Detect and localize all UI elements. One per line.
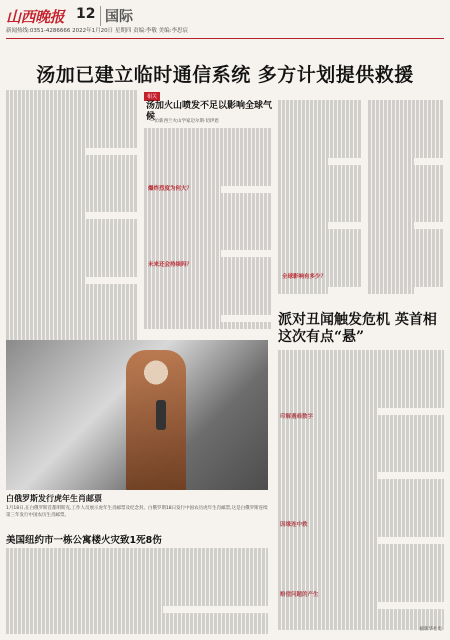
text-line (368, 143, 444, 150)
text-line (368, 107, 444, 114)
text-line (278, 244, 362, 251)
text-line (278, 172, 362, 179)
text-line (144, 293, 272, 300)
text-line (6, 176, 138, 183)
text-line (278, 422, 444, 429)
text-line (144, 157, 272, 164)
text-line (278, 237, 362, 244)
text-line (278, 415, 444, 422)
text-line (368, 186, 444, 193)
text-line (278, 472, 378, 479)
news-photo (6, 340, 268, 490)
text-line (368, 265, 444, 272)
text-line (368, 244, 444, 251)
text-line (144, 142, 272, 149)
text-line (6, 548, 268, 555)
text-line (144, 315, 221, 322)
text-line (368, 165, 444, 172)
story2-body (6, 548, 268, 636)
right-story-body (278, 350, 444, 636)
text-line (368, 193, 444, 200)
text-line (144, 301, 272, 308)
text-line (6, 598, 268, 605)
text-line (6, 327, 138, 334)
text-line (278, 229, 362, 236)
photo-caption-title[interactable]: 白俄罗斯发行虎年生肖邮票 (6, 494, 102, 503)
text-line (278, 350, 444, 357)
text-line (278, 400, 444, 407)
right-subhead-1: 印解遇难数字 (280, 414, 314, 420)
text-line (6, 620, 268, 627)
text-line (278, 201, 362, 208)
text-line (278, 258, 362, 265)
text-line (368, 136, 444, 143)
text-line (6, 584, 268, 591)
text-line (368, 158, 414, 165)
text-line (6, 320, 138, 327)
text-line (278, 594, 444, 601)
text-line (368, 222, 414, 229)
text-line (368, 208, 444, 215)
sub-story-byline: —访新西兰火山学家迈尔斯·切伊恩 (150, 119, 219, 124)
text-line (144, 279, 272, 286)
text-line (144, 150, 272, 157)
text-line (368, 179, 444, 186)
sub-story-body-2 (278, 100, 362, 300)
text-line (278, 501, 444, 508)
text-line (6, 555, 268, 562)
text-line (144, 322, 272, 329)
text-line (144, 193, 272, 200)
text-line (278, 287, 328, 294)
subhead-global-impact: 全球影响有多少？ (282, 274, 327, 280)
right-story-title[interactable]: 派对丑闻触发危机 英首相这次有点“悬” (278, 312, 437, 345)
text-line (6, 284, 138, 291)
text-line (6, 298, 138, 305)
text-line (6, 140, 138, 147)
text-line (278, 479, 444, 486)
text-line (6, 577, 268, 584)
sub-story-body (144, 128, 272, 333)
text-line (278, 436, 444, 443)
text-line (144, 128, 272, 135)
text-line (6, 97, 138, 104)
dateline: 新闻热线:0351-4286666 2022年1月20日 星期四 责编:李敬 美编:李思宸 (6, 28, 189, 34)
text-line (278, 372, 444, 379)
section-label: 国际 (100, 6, 133, 26)
text-line (368, 237, 444, 244)
text-line (368, 287, 414, 294)
text-line (6, 133, 138, 140)
text-line (368, 215, 444, 222)
main-headline[interactable]: 汤加已建立临时通信系统 多方计划提供救援 (36, 64, 414, 86)
text-line (278, 443, 444, 450)
right-subhead-2: 因缘连中救 (280, 522, 308, 528)
text-line (6, 255, 138, 262)
text-line (144, 171, 272, 178)
text-line (278, 379, 444, 386)
text-line (6, 241, 138, 248)
text-line (6, 291, 138, 298)
text-line (144, 229, 272, 236)
text-line (278, 451, 444, 458)
text-line (278, 251, 362, 258)
text-line (6, 306, 138, 313)
related-kicker: 相关 (144, 92, 160, 101)
text-line (6, 219, 138, 226)
text-line (368, 273, 444, 280)
text-line (144, 272, 272, 279)
text-line (144, 207, 272, 214)
page-number: 12 (76, 6, 96, 22)
text-line (278, 129, 362, 136)
text-line (278, 143, 362, 150)
text-line (368, 100, 444, 107)
text-line (278, 551, 444, 558)
text-line (278, 494, 444, 501)
subhead-continue: 未来还会持续吗？ (148, 262, 193, 268)
text-line (6, 562, 268, 569)
text-line (6, 591, 268, 598)
text-line (278, 408, 378, 415)
text-line (278, 558, 444, 565)
text-line (278, 580, 444, 587)
text-line (278, 609, 444, 616)
text-line (278, 602, 378, 609)
text-line (6, 169, 138, 176)
text-line (6, 212, 85, 219)
text-line (6, 198, 138, 205)
text-line (6, 162, 138, 169)
text-line (6, 613, 268, 620)
text-line (278, 136, 362, 143)
text-line (368, 229, 444, 236)
text-line (144, 214, 272, 221)
text-line (278, 215, 362, 222)
sub-story-body-3 (368, 100, 444, 300)
text-line (368, 172, 444, 179)
text-line (6, 270, 138, 277)
sub-story-title[interactable]: 汤加火山喷发不足以影响全球气候 (146, 101, 273, 122)
text-line (278, 165, 362, 172)
text-line (368, 258, 444, 265)
text-line (368, 122, 444, 129)
text-line (6, 183, 138, 190)
text-line (368, 280, 444, 287)
text-line (144, 286, 272, 293)
text-line (6, 90, 138, 97)
text-line (368, 150, 444, 157)
microphone-icon (156, 400, 166, 430)
newspaper-logo: 山西晚报 (6, 8, 65, 26)
text-line (6, 277, 85, 284)
text-line (6, 119, 138, 126)
text-line (6, 112, 138, 119)
text-line (6, 570, 268, 577)
text-line (278, 587, 444, 594)
text-line (6, 627, 268, 634)
text-line (278, 364, 444, 371)
text-line (144, 200, 272, 207)
text-line (278, 566, 444, 573)
text-line (278, 107, 362, 114)
text-line (278, 573, 444, 580)
text-line (278, 357, 444, 364)
text-line (278, 429, 444, 436)
text-line (6, 104, 138, 111)
text-line (278, 122, 362, 129)
text-line (278, 393, 444, 400)
story2-title[interactable]: 美国纽约市一栋公寓楼火灾致1死8伤 (6, 535, 162, 546)
text-line (144, 164, 272, 171)
masthead (6, 4, 444, 39)
text-line (278, 508, 444, 515)
text-line (6, 263, 138, 270)
text-line (278, 186, 362, 193)
text-line (6, 155, 138, 162)
text-line (6, 148, 85, 155)
text-line (6, 126, 138, 133)
text-line (278, 158, 328, 165)
footer-attribution: 据新华社电 (419, 627, 442, 632)
text-line (278, 544, 444, 551)
text-line (368, 129, 444, 136)
text-line (368, 114, 444, 121)
text-line (6, 205, 138, 212)
text-line (6, 227, 138, 234)
text-line (144, 221, 272, 228)
text-line (144, 236, 272, 243)
text-line (144, 135, 272, 142)
text-line (6, 191, 138, 198)
text-line (278, 537, 378, 544)
photo-caption: 1月18日,在白俄罗斯首都明斯克,工作人员展示虎年生肖邮票及纪念封。白俄罗斯18日发行中国农历虎年生肖邮票,这是白俄罗斯连续第三年发行中国农历生肖邮票。 (6, 506, 268, 518)
text-line (278, 487, 444, 494)
text-line (278, 114, 362, 121)
text-line (144, 243, 272, 250)
text-line (278, 515, 444, 522)
text-line (6, 248, 138, 255)
text-line (278, 100, 362, 107)
text-line (278, 616, 444, 623)
text-line (278, 530, 444, 537)
text-line (278, 208, 362, 215)
text-line (144, 308, 272, 315)
text-line (6, 313, 138, 320)
text-line (278, 465, 444, 472)
text-line (368, 201, 444, 208)
text-line (6, 606, 163, 613)
text-line (278, 280, 362, 287)
text-line (278, 458, 444, 465)
text-line (278, 386, 444, 393)
text-line (278, 222, 328, 229)
right-subhead-3: 赔偿问题的产生 (280, 592, 319, 598)
subhead-explosion: 爆炸烈度为何大？ (148, 186, 193, 192)
text-line (278, 193, 362, 200)
text-line (144, 250, 221, 257)
text-line (278, 179, 362, 186)
text-line (278, 150, 362, 157)
text-line (368, 251, 444, 258)
text-line (6, 234, 138, 241)
text-line (278, 523, 444, 530)
